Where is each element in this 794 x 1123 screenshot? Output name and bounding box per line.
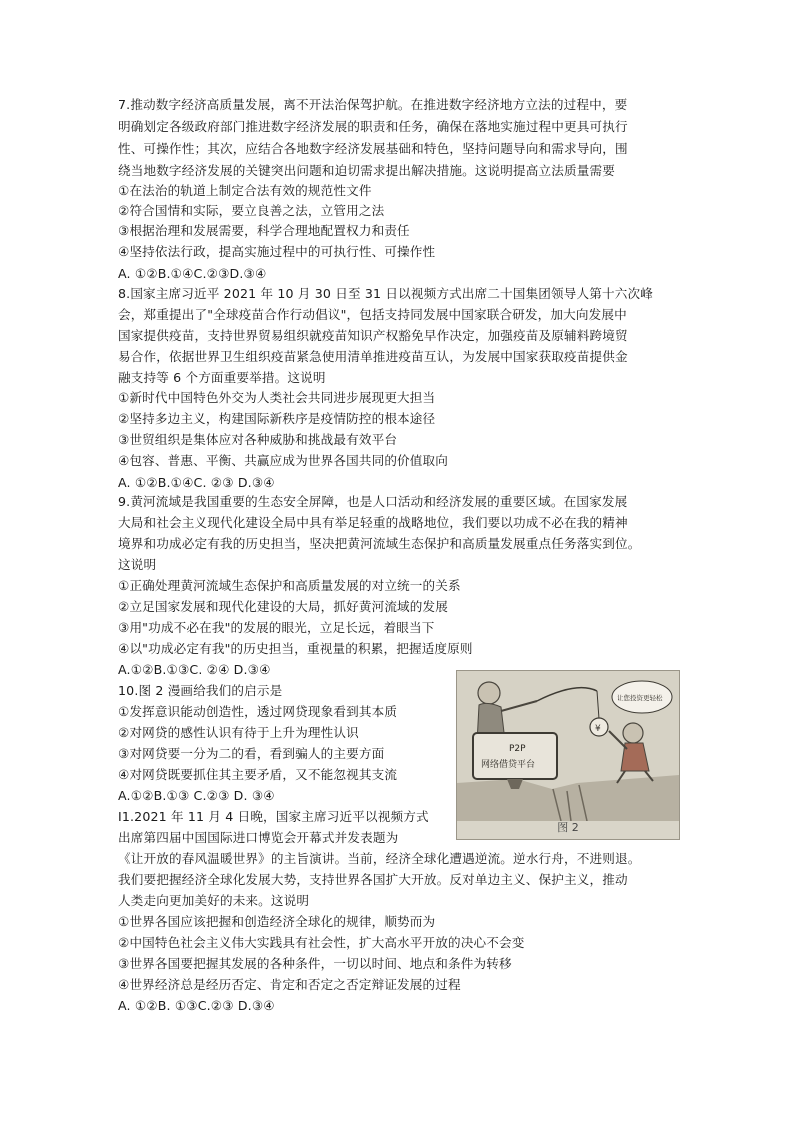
q8-option-3: ③世贸组织是集体应对各种威胁和挑战最有效平台	[118, 432, 398, 447]
q10-option-1: ①发挥意识能动创造性，透过网贷现象看到其本质	[118, 704, 398, 719]
q11-option-3: ③世界各国要把握其发展的各种条件，一切以时间、地点和条件为转移	[118, 956, 512, 971]
q11-stem-line-2: 出席第四届中国国际进口博览会开幕式并发表题为	[118, 830, 399, 845]
q7-answer-choices: A. ①②B.①④C.②③D.③④	[118, 266, 267, 281]
svg-text:¥: ¥	[595, 724, 601, 734]
q7-option-2: ②符合国情和实际，要立良善之法，立管用之法	[118, 203, 385, 218]
cartoon-sign-platform: 网络借贷平台	[481, 760, 536, 770]
q8-stem-line-5: 融支持等 6 个方面重要举措。这说明	[118, 370, 326, 385]
q9-stem-line-1: 9.黄河流域是我国重要的生态安全屏障，也是人口活动和经济发展的重要区域。在国家发展	[118, 494, 628, 509]
q10-option-2: ②对网贷的感性认识有待于上升为理性认识	[118, 725, 359, 740]
q7-option-1: ①在法治的轨道上制定合法有效的规范性文件	[118, 183, 372, 198]
q9-answer-choices: A.①②B.①③C. ②④ D.③④	[118, 662, 271, 677]
q8-stem-line-2: 会，郑重提出了"全球疫苗合作行动倡议"，包括支持同发展中国家联合研发，加大向发展中	[118, 307, 627, 322]
q8-option-2: ②坚持多边主义，构建国际新秩序是疫情防控的根本途径	[118, 411, 436, 426]
q10-option-4: ④对网贷既要抓住其主要矛盾，又不能忽视其支流	[118, 767, 398, 782]
q11-stem-line-3: 《让开放的春风温暖世界》的主旨演讲。当前，经济全球化遭遇逆流。逆水行舟，不进则退。	[118, 851, 641, 866]
q8-option-4: ④包容、普惠、平衡、共赢应成为世界各国共同的价值取向	[118, 453, 449, 468]
q11-stem-line-5: 人类走向更加美好的未来。这说明	[118, 893, 310, 908]
q9-stem-line-4: 这说明	[118, 557, 157, 572]
q10-option-3: ③对网贷要一分为二的看，看到骗人的主要方面	[118, 746, 385, 761]
figure-caption: 图 2	[557, 821, 579, 834]
q7-option-3: ③根据治理和发展需要，科学合理地配置权力和责任	[118, 223, 410, 238]
q7-stem-line-4: 绕当地数字经济发展的关键突出问题和迫切需求提出解决措施。这说明提高立法质量需要	[118, 163, 616, 178]
q7-option-4: ④坚持依法行政，提高实施过程中的可执行性、可操作性	[118, 244, 436, 259]
q9-option-4: ④以"功成必定有我"的历史担当，重视量的积累，把握适度原则	[118, 641, 473, 656]
q11-option-1: ①世界各国应该把握和创造经济全球化的规律，顺势而为	[118, 914, 436, 929]
q8-stem-line-1: 8.国家主席习近平 2021 年 10 月 30 日至 31 日以视频方式出席二十国集团领导人第十六次峰	[118, 286, 653, 301]
q7-stem-line-1: 7.推动数字经济高质量发展，离不开法治保驾护航。在推进数字经济地方立法的过程中，要	[118, 97, 628, 112]
q8-stem-line-4: 易合作，依据世界卫生组织疫苗紧急使用清单推进疫苗互认，为发展中国家获取疫苗提供金	[118, 349, 628, 364]
q9-stem-line-2: 大局和社会主义现代化建设全局中具有举足轻重的战略地位，我们要以功成不必在我的精神	[118, 515, 628, 530]
cartoon-illustration	[457, 671, 679, 821]
q11-stem-line-4: 我们要把握经济全球化发展大势，支持世界各国扩大开放。反对单边主义、保护主义，推动	[118, 872, 628, 887]
q11-stem-line-1: I1.2021 年 11 月 4 日晚，国家主席习近平以视频方式	[118, 809, 429, 824]
q8-answer-choices: A. ①②B.①④C. ②③ D.③④	[118, 475, 275, 490]
cartoon-speech-bubble: 让您投资更轻松	[617, 694, 663, 702]
q9-option-2: ②立足国家发展和现代化建设的大局，抓好黄河流域的发展	[118, 599, 449, 614]
q11-option-4: ④世界经济总是经历否定、肯定和否定之否定辩证发展的过程	[118, 977, 461, 992]
q9-option-1: ①正确处理黄河流域生态保护和高质量发展的对立统一的关系	[118, 578, 461, 593]
q9-option-3: ③用"功成不必在我"的发展的眼光，立足长远，着眼当下	[118, 620, 435, 635]
q11-option-2: ②中国特色社会主义伟大实践具有社会性，扩大高水平开放的决心不会变	[118, 935, 525, 950]
q7-stem-line-3: 性、可操作性；其次，应结合各地数字经济发展基础和特色，坚持问题导向和需求导向，围	[118, 141, 628, 156]
q8-stem-line-3: 国家提供疫苗，支持世界贸易组织就疫苗知识产权豁免早作决定，加强疫苗及原辅料跨境贸	[118, 328, 628, 343]
q10-answer-choices: A.①②B.①③ C.②③ D. ③④	[118, 788, 275, 803]
q8-option-1: ①新时代中国特色外交为人类社会共同进步展现更大担当	[118, 390, 436, 405]
q10-stem: 10.图 2 漫画给我们的启示是	[118, 683, 283, 698]
q11-answer-choices: A. ①②B. ①③C.②③ D.③④	[118, 998, 275, 1013]
cartoon-figure	[456, 670, 680, 840]
cartoon-sign-p2p: P2P	[509, 744, 526, 754]
q7-stem-line-2: 明确划定各级政府部门推进数字经济发展的职责和任务，确保在落地实施过程中更具可执行	[118, 119, 628, 134]
q9-stem-line-3: 境界和功成必定有我的历史担当，坚决把黄河流域生态保护和高质量发展重点任务落实到位。	[118, 536, 641, 551]
